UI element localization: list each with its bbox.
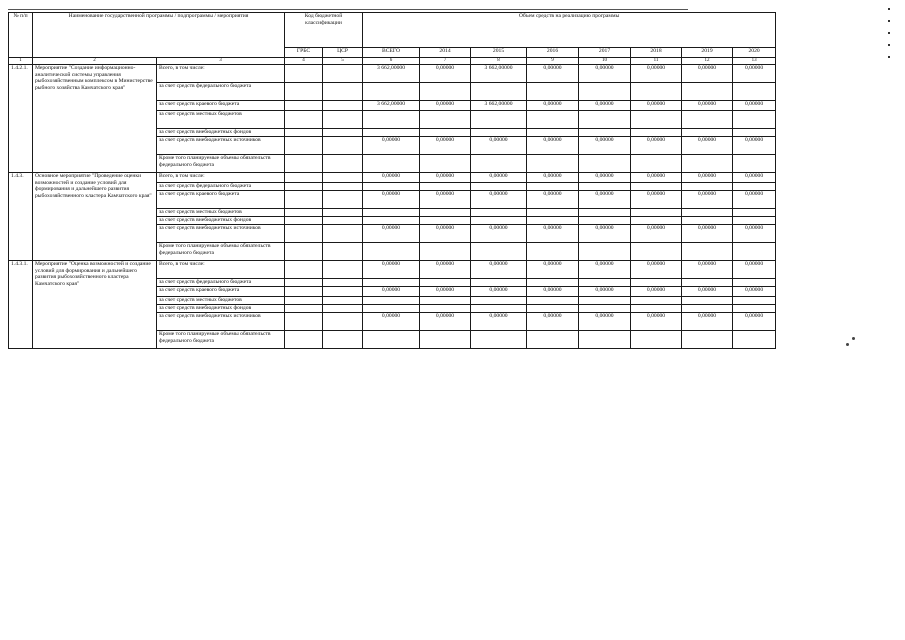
csr-cell — [323, 225, 363, 243]
grbs-cell — [285, 173, 323, 183]
year-value: 0,00000 — [733, 137, 776, 155]
funding-source-label: за счет средств федерального бюджета — [157, 279, 285, 287]
header-year: 2017 — [579, 48, 631, 58]
grbs-cell — [285, 183, 323, 191]
csr-cell — [323, 305, 363, 313]
grbs-cell — [285, 313, 323, 331]
table-row — [9, 65, 776, 83]
column-number: 11 — [631, 58, 682, 65]
total-value: 0,00000 — [363, 287, 420, 297]
funding-source-label: Кроме того планируемые объемы обязательств федерального бюджета — [157, 155, 285, 173]
year-value: 0,00000 — [471, 137, 527, 155]
year-value: 0,00000 — [682, 261, 733, 279]
year-value — [471, 331, 527, 349]
grbs-cell — [285, 217, 323, 225]
column-number: 9 — [527, 58, 579, 65]
year-value: 0,00000 — [682, 191, 733, 209]
grbs-cell — [285, 297, 323, 305]
year-value — [682, 279, 733, 287]
year-value: 0,00000 — [579, 65, 631, 83]
funding-source-label: Кроме того планируемые объемы обязательств федерального бюджета — [157, 331, 285, 349]
year-value: 0,00000 — [682, 137, 733, 155]
csr-cell — [323, 137, 363, 155]
header-year: 2019 — [682, 48, 733, 58]
year-value: 0,00000 — [631, 225, 682, 243]
year-value — [420, 297, 471, 305]
year-value — [527, 183, 579, 191]
year-value — [682, 83, 733, 101]
year-value — [579, 217, 631, 225]
grbs-cell — [285, 225, 323, 243]
year-value — [471, 279, 527, 287]
year-value: 0,00000 — [420, 287, 471, 297]
total-value — [363, 183, 420, 191]
year-value: 0,00000 — [579, 261, 631, 279]
year-value — [471, 111, 527, 129]
year-value: 0,00000 — [471, 313, 527, 331]
year-value: 0,00000 — [631, 287, 682, 297]
year-value — [733, 331, 776, 349]
year-value: 0,00000 — [471, 225, 527, 243]
grbs-cell — [285, 111, 323, 129]
funding-source-label: Всего, в том числе: — [157, 65, 285, 83]
year-value — [579, 209, 631, 217]
grbs-cell — [285, 331, 323, 349]
total-value: 0,00000 — [363, 225, 420, 243]
year-value — [733, 243, 776, 261]
year-value: 0,00000 — [682, 65, 733, 83]
funding-source-label: за счет средств внебюджетных источников — [157, 225, 285, 243]
year-value — [420, 209, 471, 217]
year-value — [420, 243, 471, 261]
total-value — [363, 111, 420, 129]
year-value: 0,00000 — [420, 173, 471, 183]
year-value — [733, 305, 776, 313]
grbs-cell — [285, 155, 323, 173]
year-value — [682, 305, 733, 313]
grbs-cell — [285, 287, 323, 297]
year-value: 0,00000 — [631, 101, 682, 111]
column-number: 8 — [471, 58, 527, 65]
grbs-cell — [285, 101, 323, 111]
program-title: Мероприятие "Создание информационно-аналитической системы управления рыбохозяйственным комплексом в Министерстве рыбного хозяйства Камчатского края" — [33, 65, 157, 173]
year-value: 0,00000 — [682, 225, 733, 243]
csr-cell — [323, 111, 363, 129]
year-value — [733, 217, 776, 225]
csr-cell — [323, 313, 363, 331]
year-value — [527, 243, 579, 261]
year-value: 0,00000 — [471, 191, 527, 209]
total-value — [363, 217, 420, 225]
year-value — [682, 243, 733, 261]
program-title: Основное мероприятие "Проведение оценки возможностей и создание условий для формирования и дальнейшего развития рыбохозяйственного кластера Камчатского края" — [33, 173, 157, 261]
year-value — [527, 331, 579, 349]
year-value — [733, 129, 776, 137]
year-value: 0,00000 — [420, 261, 471, 279]
total-value: 0,00000 — [363, 191, 420, 209]
funding-source-label: за счет средств внебюджетных фондов — [157, 305, 285, 313]
table-row — [9, 261, 776, 279]
year-value — [527, 279, 579, 287]
year-value — [733, 209, 776, 217]
year-value: 0,00000 — [527, 191, 579, 209]
funding-source-label: за счет средств внебюджетных источников — [157, 137, 285, 155]
year-value: 0,00000 — [420, 191, 471, 209]
year-value: 0,00000 — [579, 225, 631, 243]
csr-cell — [323, 173, 363, 183]
column-number: 13 — [733, 58, 776, 65]
column-number: 12 — [682, 58, 733, 65]
header-year: 2020 — [733, 48, 776, 58]
year-value — [471, 83, 527, 101]
year-value — [631, 279, 682, 287]
total-value — [363, 243, 420, 261]
header-year: 2016 — [527, 48, 579, 58]
funding-source-label: за счет средств местных бюджетов — [157, 297, 285, 305]
year-value — [631, 209, 682, 217]
year-value — [631, 129, 682, 137]
row-number: 1.4.3.1. — [9, 261, 33, 349]
year-value — [579, 111, 631, 129]
year-value — [733, 155, 776, 173]
year-value — [733, 297, 776, 305]
total-value — [363, 83, 420, 101]
year-value: 0,00000 — [631, 137, 682, 155]
top-rule — [8, 9, 688, 10]
year-value: 0,00000 — [682, 101, 733, 111]
year-value: 0,00000 — [579, 101, 631, 111]
year-value: 0,00000 — [733, 173, 776, 183]
year-value — [579, 297, 631, 305]
header-year: 2018 — [631, 48, 682, 58]
year-value — [527, 129, 579, 137]
year-value: 3 662,00000 — [471, 65, 527, 83]
total-value — [363, 305, 420, 313]
grbs-cell — [285, 279, 323, 287]
budget-sheet — [8, 12, 776, 349]
year-value — [579, 243, 631, 261]
header-grbs: ГРБС — [285, 48, 323, 58]
year-value — [682, 217, 733, 225]
year-value: 0,00000 — [527, 313, 579, 331]
header-num: № п/п — [9, 13, 33, 58]
year-value — [579, 129, 631, 137]
total-value — [363, 297, 420, 305]
csr-cell — [323, 155, 363, 173]
year-value — [420, 331, 471, 349]
column-number: 3 — [157, 58, 285, 65]
total-value — [363, 209, 420, 217]
funding-source-label: за счет средств краевого бюджета — [157, 191, 285, 209]
header-year: 2015 — [471, 48, 527, 58]
year-value — [733, 83, 776, 101]
csr-cell — [323, 287, 363, 297]
csr-cell — [323, 65, 363, 83]
year-value: 0,00000 — [733, 191, 776, 209]
total-value — [363, 155, 420, 173]
year-value: 0,00000 — [527, 137, 579, 155]
total-value — [363, 331, 420, 349]
year-value: 0,00000 — [631, 313, 682, 331]
year-value — [733, 183, 776, 191]
year-value — [733, 279, 776, 287]
grbs-cell — [285, 129, 323, 137]
year-value — [420, 111, 471, 129]
year-value — [420, 279, 471, 287]
column-number: 1 — [9, 58, 33, 65]
table-row — [9, 173, 776, 183]
year-value — [733, 111, 776, 129]
year-value — [420, 83, 471, 101]
scan-speck — [852, 337, 855, 340]
year-value — [471, 243, 527, 261]
budget-body — [9, 65, 776, 349]
year-value: 0,00000 — [631, 191, 682, 209]
funding-source-label: Кроме того планируемые объемы обязательств федерального бюджета — [157, 243, 285, 261]
csr-cell — [323, 101, 363, 111]
funding-source-label: за счет средств внебюджетных фондов — [157, 129, 285, 137]
year-value — [471, 155, 527, 173]
year-value: 0,00000 — [733, 225, 776, 243]
year-value — [631, 297, 682, 305]
year-value: 0,00000 — [471, 173, 527, 183]
year-value — [527, 209, 579, 217]
year-value — [579, 279, 631, 287]
funding-source-label: за счет средств внебюджетных фондов — [157, 217, 285, 225]
year-value: 0,00000 — [682, 173, 733, 183]
year-value: 0,00000 — [527, 101, 579, 111]
csr-cell — [323, 217, 363, 225]
header-volume-group: Объем средств на реализацию программы — [363, 13, 776, 48]
year-value: 0,00000 — [579, 137, 631, 155]
csr-cell — [323, 191, 363, 209]
scan-speck — [846, 343, 849, 346]
year-value: 0,00000 — [420, 313, 471, 331]
year-value — [631, 111, 682, 129]
scan-margin-dots — [884, 8, 894, 68]
csr-cell — [323, 261, 363, 279]
header-code-group: Код бюджетной классификации — [285, 13, 363, 48]
year-value — [471, 297, 527, 305]
year-value — [631, 83, 682, 101]
csr-cell — [323, 209, 363, 217]
year-value: 0,00000 — [733, 261, 776, 279]
year-value: 0,00000 — [471, 287, 527, 297]
year-value — [420, 129, 471, 137]
funding-source-label: за счет средств местных бюджетов — [157, 111, 285, 129]
grbs-cell — [285, 65, 323, 83]
total-value — [363, 279, 420, 287]
year-value: 0,00000 — [631, 65, 682, 83]
year-value — [471, 129, 527, 137]
row-number: 1.4.2.1. — [9, 65, 33, 173]
year-value — [579, 331, 631, 349]
grbs-cell — [285, 243, 323, 261]
csr-cell — [323, 83, 363, 101]
year-value: 0,00000 — [579, 173, 631, 183]
header-year: 2014 — [420, 48, 471, 58]
total-value — [363, 129, 420, 137]
column-number: 7 — [420, 58, 471, 65]
program-title: Мероприятие "Оценка возможностей и создание условий для формирования и дальнейшего развития рыбохозяйственного кластера Камчатского края" — [33, 261, 157, 349]
year-value: 0,00000 — [579, 287, 631, 297]
year-value — [631, 305, 682, 313]
year-value — [420, 217, 471, 225]
year-value — [579, 155, 631, 173]
column-number: 4 — [285, 58, 323, 65]
funding-source-label: за счет средств федерального бюджета — [157, 183, 285, 191]
total-value: 0,00000 — [363, 173, 420, 183]
year-value: 0,00000 — [420, 101, 471, 111]
year-value — [471, 305, 527, 313]
budget-table — [8, 12, 776, 349]
header-total: ВСЕГО — [363, 48, 420, 58]
year-value: 0,00000 — [579, 191, 631, 209]
row-number: 1.4.3. — [9, 173, 33, 261]
year-value — [527, 297, 579, 305]
column-number: 10 — [579, 58, 631, 65]
year-value — [527, 305, 579, 313]
csr-cell — [323, 279, 363, 287]
year-value — [579, 83, 631, 101]
year-value: 0,00000 — [631, 261, 682, 279]
year-value: 0,00000 — [527, 225, 579, 243]
year-value — [420, 183, 471, 191]
year-value: 0,00000 — [733, 287, 776, 297]
column-number: 6 — [363, 58, 420, 65]
year-value: 0,00000 — [420, 65, 471, 83]
year-value — [631, 331, 682, 349]
total-value: 0,00000 — [363, 261, 420, 279]
year-value — [471, 209, 527, 217]
total-value: 0,00000 — [363, 137, 420, 155]
funding-source-label: за счет средств краевого бюджета — [157, 287, 285, 297]
year-value — [527, 155, 579, 173]
funding-source-label: за счет средств местных бюджетов — [157, 209, 285, 217]
grbs-cell — [285, 191, 323, 209]
year-value: 0,00000 — [420, 137, 471, 155]
total-value: 3 662,00000 — [363, 101, 420, 111]
year-value — [631, 183, 682, 191]
year-value: 0,00000 — [527, 65, 579, 83]
year-value: 0,00000 — [527, 287, 579, 297]
year-value: 0,00000 — [733, 313, 776, 331]
grbs-cell — [285, 83, 323, 101]
year-value — [682, 331, 733, 349]
funding-source-label: Всего, в том числе: — [157, 173, 285, 183]
total-value: 3 662,00000 — [363, 65, 420, 83]
grbs-cell — [285, 305, 323, 313]
year-value — [682, 129, 733, 137]
year-value — [527, 217, 579, 225]
funding-source-label: за счет средств федерального бюджета — [157, 83, 285, 101]
grbs-cell — [285, 137, 323, 155]
funding-source-label: за счет средств внебюджетных источников — [157, 313, 285, 331]
grbs-cell — [285, 209, 323, 217]
year-value — [579, 305, 631, 313]
year-value: 0,00000 — [733, 101, 776, 111]
year-value: 0,00000 — [631, 173, 682, 183]
year-value — [471, 183, 527, 191]
year-value — [631, 155, 682, 173]
column-number-row — [9, 58, 776, 65]
year-value: 0,00000 — [733, 65, 776, 83]
csr-cell — [323, 129, 363, 137]
year-value: 0,00000 — [527, 173, 579, 183]
year-value: 0,00000 — [579, 313, 631, 331]
year-value — [631, 217, 682, 225]
year-value: 3 662,00000 — [471, 101, 527, 111]
year-value — [420, 155, 471, 173]
year-value — [471, 217, 527, 225]
year-value — [682, 297, 733, 305]
header-name: Наименование государственной программы / подпрограммы / мероприятия — [33, 13, 285, 58]
funding-source-label: Всего, в том числе: — [157, 261, 285, 279]
csr-cell — [323, 243, 363, 261]
year-value — [420, 305, 471, 313]
total-value: 0,00000 — [363, 313, 420, 331]
csr-cell — [323, 183, 363, 191]
year-value: 0,00000 — [420, 225, 471, 243]
year-value — [682, 155, 733, 173]
header-csr: ЦСР — [323, 48, 363, 58]
funding-source-label: за счет средств краевого бюджета — [157, 101, 285, 111]
grbs-cell — [285, 261, 323, 279]
year-value: 0,00000 — [471, 261, 527, 279]
year-value — [527, 83, 579, 101]
year-value: 0,00000 — [682, 313, 733, 331]
year-value — [682, 209, 733, 217]
csr-cell — [323, 297, 363, 305]
column-number: 5 — [323, 58, 363, 65]
csr-cell — [323, 331, 363, 349]
year-value — [682, 183, 733, 191]
column-number: 2 — [33, 58, 157, 65]
year-value: 0,00000 — [682, 287, 733, 297]
year-value — [631, 243, 682, 261]
year-value: 0,00000 — [527, 261, 579, 279]
year-value — [682, 111, 733, 129]
year-value — [579, 183, 631, 191]
year-value — [527, 111, 579, 129]
